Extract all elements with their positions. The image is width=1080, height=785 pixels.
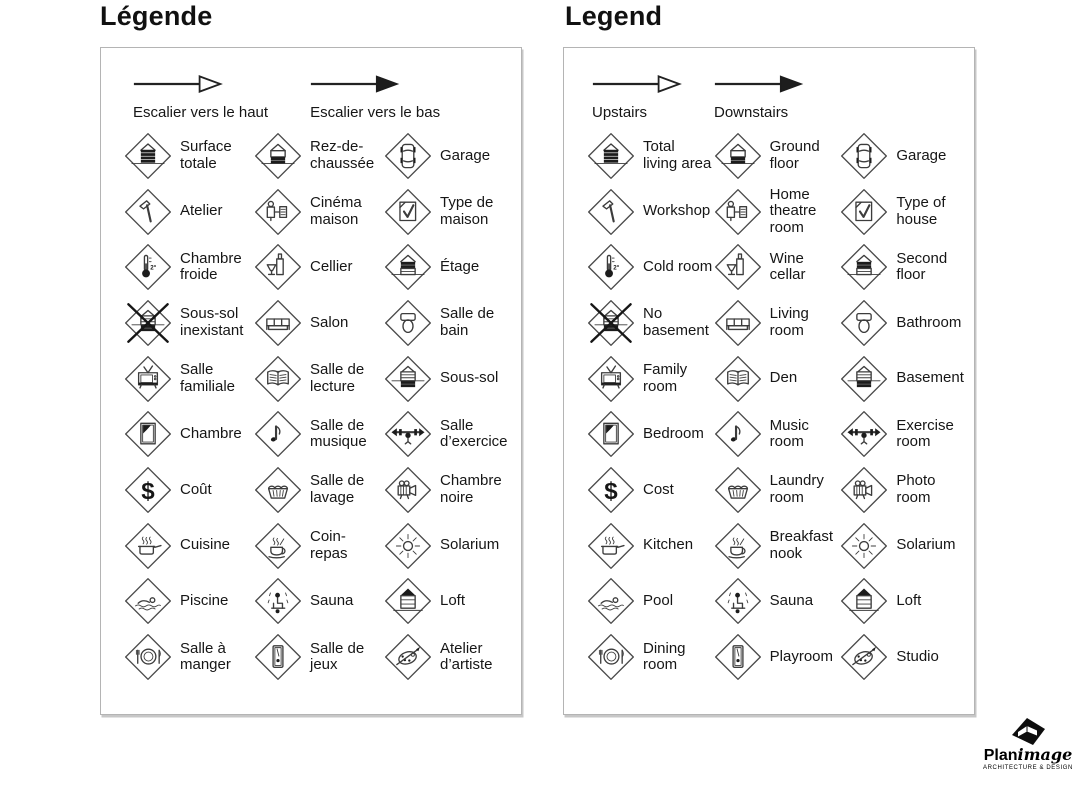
- legend-item-label: Wine cellar: [769, 249, 806, 284]
- legend-item-cold-room: [586, 239, 713, 295]
- legend-item-label: Garage: [896, 146, 947, 164]
- legend-item-music-room: [253, 406, 383, 462]
- legend-item-label: Music room: [769, 416, 809, 451]
- legend-item-label: Photo room: [896, 472, 936, 506]
- bathroom-icon: [839, 298, 889, 348]
- legend-item-photo-room: [839, 462, 966, 518]
- legend-item-label: No basement: [643, 305, 709, 339]
- planimage-logo-mark-icon: [1007, 718, 1049, 748]
- legend-item-label: Total living area: [643, 138, 712, 172]
- legend-item-solarium: [839, 518, 966, 574]
- legend-item-label: Second floor: [896, 249, 948, 284]
- downstairs-arrow-label: Downstairs: [714, 104, 789, 121]
- downstairs-arrow-group: [310, 74, 440, 121]
- legend-item-garage: [383, 128, 513, 184]
- legend-item-total-living-area: [586, 128, 713, 184]
- legend-item-kitchen: [123, 518, 253, 574]
- downstairs-arrow-group: [714, 74, 804, 121]
- legend-item-label: Workshop: [643, 202, 711, 220]
- legend-item-label: Étage: [440, 257, 480, 275]
- photo-room-icon: [839, 465, 889, 515]
- legend-item-label: Salle d’exercice: [440, 416, 508, 451]
- down-stairs-arrow-icon: [310, 74, 400, 94]
- legend-item-dining-room: [586, 629, 713, 685]
- legend-items-grid-english: [586, 128, 966, 685]
- legend-item-label: Solarium: [440, 536, 500, 554]
- legend-item-label: Type of house: [896, 194, 946, 228]
- ground-floor-icon: [713, 131, 763, 181]
- legend-item-loft: [839, 574, 966, 630]
- legend-item-label: Sous-sol: [440, 369, 499, 387]
- cold-room-icon: [586, 242, 636, 292]
- legend-item-label: Playroom: [769, 647, 834, 665]
- down-stairs-arrow-icon: [714, 74, 804, 94]
- legend-item-label: Salle de bain: [440, 305, 495, 339]
- upstairs-arrow-group: [592, 74, 682, 121]
- legend-item-label: Garage: [440, 146, 491, 164]
- home-theatre-icon: [713, 187, 763, 237]
- legend-item-laundry-room: [253, 462, 383, 518]
- second-floor-icon: [839, 242, 889, 292]
- legend-item-label: Sauna: [769, 592, 814, 610]
- cost-icon: [586, 465, 636, 515]
- up-stairs-arrow-icon: [133, 74, 223, 94]
- legend-item-cost: [586, 462, 713, 518]
- legend-item-label: Surface totale: [180, 138, 232, 172]
- no-basement-icon: [123, 298, 173, 348]
- legend-item-ground-floor: [713, 128, 840, 184]
- legend-item-label: Basement: [896, 369, 964, 387]
- legend-items-grid-french: [123, 128, 513, 685]
- legend-item-pool: [123, 574, 253, 630]
- legend-item-exercise-room: [839, 406, 966, 462]
- exercise-room-icon: [839, 409, 889, 459]
- legend-item-label: Coût: [180, 480, 212, 498]
- legend-item-label: Cold room: [643, 257, 713, 275]
- legend-item-label: Studio: [896, 647, 939, 665]
- legend-item-label: Chambre froide: [180, 249, 242, 284]
- legend-item-label: Chambre: [180, 425, 242, 443]
- legend-item-cold-room: [123, 239, 253, 295]
- music-room-icon: [253, 409, 303, 459]
- legend-item-pool: [586, 574, 713, 630]
- legend-item-family-room: [586, 351, 713, 407]
- basement-icon: [383, 354, 433, 404]
- upstairs-arrow-label: Upstairs: [592, 104, 648, 121]
- up-stairs-arrow: [592, 74, 682, 99]
- legend-item-label: Exercise room: [896, 416, 954, 451]
- legend-item-label: Cinéma maison: [310, 194, 362, 228]
- legend-item-basement: [383, 351, 513, 407]
- wine-cellar-icon: [253, 242, 303, 292]
- studio-icon: [383, 632, 433, 682]
- type-of-house-icon: [383, 187, 433, 237]
- sauna-icon: [713, 576, 763, 626]
- legend-item-breakfast-nook: [253, 518, 383, 574]
- playroom-icon: [253, 632, 303, 682]
- legend-item-type-of-house: [839, 184, 966, 240]
- dining-room-icon: [586, 632, 636, 682]
- laundry-room-icon: [713, 465, 763, 515]
- legend-item-workshop: [586, 184, 713, 240]
- legend-item-bathroom: [383, 295, 513, 351]
- cost-icon: [123, 465, 173, 515]
- total-living-area-icon: [123, 131, 173, 181]
- svg-text:$: $: [604, 477, 618, 505]
- family-room-icon: [586, 354, 636, 404]
- legend-item-label: Salle de lavage: [310, 472, 365, 506]
- type-of-house-icon: [839, 187, 889, 237]
- playroom-icon: [713, 632, 763, 682]
- down-stairs-arrow: [714, 74, 804, 99]
- legend-item-loft: [383, 574, 513, 630]
- legend-item-label: Kitchen: [643, 536, 694, 554]
- legend-item-ground-floor: [253, 128, 383, 184]
- legend-item-studio: [839, 629, 966, 685]
- basement-icon: [839, 354, 889, 404]
- legend-item-living-room: [253, 295, 383, 351]
- no-basement-icon: [586, 298, 636, 348]
- legend-item-label: Salle familiale: [180, 361, 236, 395]
- legend-item-breakfast-nook: [713, 518, 840, 574]
- second-floor-icon: [383, 242, 433, 292]
- den-icon: [713, 354, 763, 404]
- workshop-icon: [586, 187, 636, 237]
- legend-item-second-floor: [839, 239, 966, 295]
- studio-icon: [839, 632, 889, 682]
- upstairs-arrow-label: Escalier vers le haut: [133, 104, 269, 121]
- legend-item-label: Salle de musique: [310, 416, 367, 451]
- down-stairs-arrow: [310, 74, 400, 99]
- bedroom-icon: [586, 409, 636, 459]
- family-room-icon: [123, 354, 173, 404]
- legend-item-label: Type de maison: [440, 194, 494, 228]
- legend-item-label: Salle de jeux: [310, 639, 365, 674]
- legend-item-label: Loft: [896, 592, 922, 610]
- legend-item-label: Solarium: [896, 536, 956, 554]
- legend-item-label: Dining room: [643, 639, 686, 674]
- loft-icon: [383, 576, 433, 626]
- up-stairs-arrow-icon: [592, 74, 682, 94]
- legend-item-exercise-room: [383, 406, 513, 462]
- legend-item-laundry-room: [713, 462, 840, 518]
- breakfast-nook-icon: [253, 521, 303, 571]
- legend-item-basement: [839, 351, 966, 407]
- sauna-icon: [253, 576, 303, 626]
- logo-plan-text: Plan: [983, 747, 1018, 764]
- legend-item-wine-cellar: [253, 239, 383, 295]
- english-legend-title: Legend: [565, 1, 663, 31]
- legend-item-sauna: [253, 574, 383, 630]
- legend-item-sauna: [713, 574, 840, 630]
- living-room-icon: [253, 298, 303, 348]
- bathroom-icon: [383, 298, 433, 348]
- legend-item-label: Cost: [643, 480, 674, 498]
- solarium-icon: [383, 521, 433, 571]
- home-theatre-icon: [253, 187, 303, 237]
- legend-item-bedroom: [123, 406, 253, 462]
- legend-item-studio: [383, 629, 513, 685]
- legend-item-second-floor: [383, 239, 513, 295]
- stairs-arrows-english: [592, 74, 804, 121]
- dining-room-icon: [123, 632, 173, 682]
- legend-item-kitchen: [586, 518, 713, 574]
- ground-floor-icon: [253, 131, 303, 181]
- legend-item-total-living-area: [123, 128, 253, 184]
- legend-item-playroom: [713, 629, 840, 685]
- legend-item-label: Home theatre room: [769, 185, 817, 236]
- loft-icon: [839, 576, 889, 626]
- living-room-icon: [713, 298, 763, 348]
- legend-item-photo-room: [383, 462, 513, 518]
- legend-item-label: Atelier d’artiste: [440, 639, 493, 674]
- legend-item-label: Living room: [769, 305, 809, 339]
- breakfast-nook-icon: [713, 521, 763, 571]
- legend-item-workshop: [123, 184, 253, 240]
- legend-item-label: Bedroom: [643, 425, 704, 443]
- legend-item-music-room: [713, 406, 840, 462]
- legend-item-playroom: [253, 629, 383, 685]
- legend-item-label: Salle à manger: [180, 639, 231, 674]
- legend-item-type-of-house: [383, 184, 513, 240]
- den-icon: [253, 354, 303, 404]
- legend-item-label: Den: [769, 369, 798, 387]
- french-legend-title: Légende: [100, 1, 213, 31]
- legend-item-no-basement: [123, 295, 253, 351]
- french-legend-panel: [100, 47, 522, 715]
- legend-item-bedroom: [586, 406, 713, 462]
- legend-item-label: Family room: [643, 361, 688, 395]
- legend-item-label: Loft: [440, 592, 466, 610]
- exercise-room-icon: [383, 409, 433, 459]
- legend-item-garage: [839, 128, 966, 184]
- garage-icon: [839, 131, 889, 181]
- downstairs-arrow-label: Escalier vers le bas: [310, 104, 441, 121]
- legend-item-family-room: [123, 351, 253, 407]
- bedroom-icon: [123, 409, 173, 459]
- photo-room-icon: [383, 465, 433, 515]
- svg-text:2°: 2°: [613, 264, 620, 272]
- legend-item-label: Bathroom: [896, 313, 962, 331]
- up-stairs-arrow: [133, 74, 223, 99]
- cold-room-icon: [123, 242, 173, 292]
- legend-item-label: Ground floor: [769, 138, 820, 172]
- legend-item-label: Coin-repas: [310, 528, 348, 562]
- music-room-icon: [713, 409, 763, 459]
- pool-icon: [586, 576, 636, 626]
- legend-item-label: Sous-sol inexistant: [180, 305, 244, 339]
- kitchen-icon: [123, 521, 173, 571]
- upstairs-arrow-group: [133, 74, 268, 121]
- planimage-logo: [982, 718, 1074, 771]
- legend-item-bathroom: [839, 295, 966, 351]
- planimage-logo-wordmark: [982, 747, 1074, 764]
- legend-item-label: Sauna: [310, 592, 354, 610]
- garage-icon: [383, 131, 433, 181]
- legend-item-living-room: [713, 295, 840, 351]
- legend-item-label: Pool: [643, 592, 674, 610]
- legend-item-label: Rez-de-chaussée: [310, 138, 375, 172]
- legend-item-label: Breakfast nook: [769, 528, 834, 562]
- pool-icon: [123, 576, 173, 626]
- legend-item-home-theatre: [253, 184, 383, 240]
- legend-item-label: Cellier: [310, 257, 353, 275]
- workshop-icon: [123, 187, 173, 237]
- legend-item-label: Laundry room: [769, 472, 824, 506]
- legend-item-home-theatre: [713, 184, 840, 240]
- legend-item-dining-room: [123, 629, 253, 685]
- legend-item-den: [713, 351, 840, 407]
- solarium-icon: [839, 521, 889, 571]
- legend-item-label: Cuisine: [180, 536, 231, 554]
- stairs-arrows-french: [133, 74, 440, 121]
- legend-item-label: Piscine: [180, 592, 229, 610]
- legend-item-wine-cellar: [713, 239, 840, 295]
- legend-item-solarium: [383, 518, 513, 574]
- legend-item-label: Salle de lecture: [310, 361, 365, 395]
- legend-item-label: Chambre noire: [440, 472, 502, 506]
- kitchen-icon: [586, 521, 636, 571]
- total-living-area-icon: [586, 131, 636, 181]
- svg-text:2°: 2°: [150, 264, 157, 272]
- svg-text:$: $: [141, 477, 155, 505]
- laundry-room-icon: [253, 465, 303, 515]
- legend-item-no-basement: [586, 295, 713, 351]
- logo-tagline: ARCHITECTURE & DESIGN: [983, 765, 1073, 771]
- english-legend-panel: [563, 47, 975, 715]
- legend-item-den: [253, 351, 383, 407]
- legend-item-label: Salon: [310, 313, 349, 331]
- wine-cellar-icon: [713, 242, 763, 292]
- legend-item-label: Atelier: [180, 202, 223, 220]
- logo-image-text: image: [1017, 745, 1073, 764]
- legend-item-cost: [123, 462, 253, 518]
